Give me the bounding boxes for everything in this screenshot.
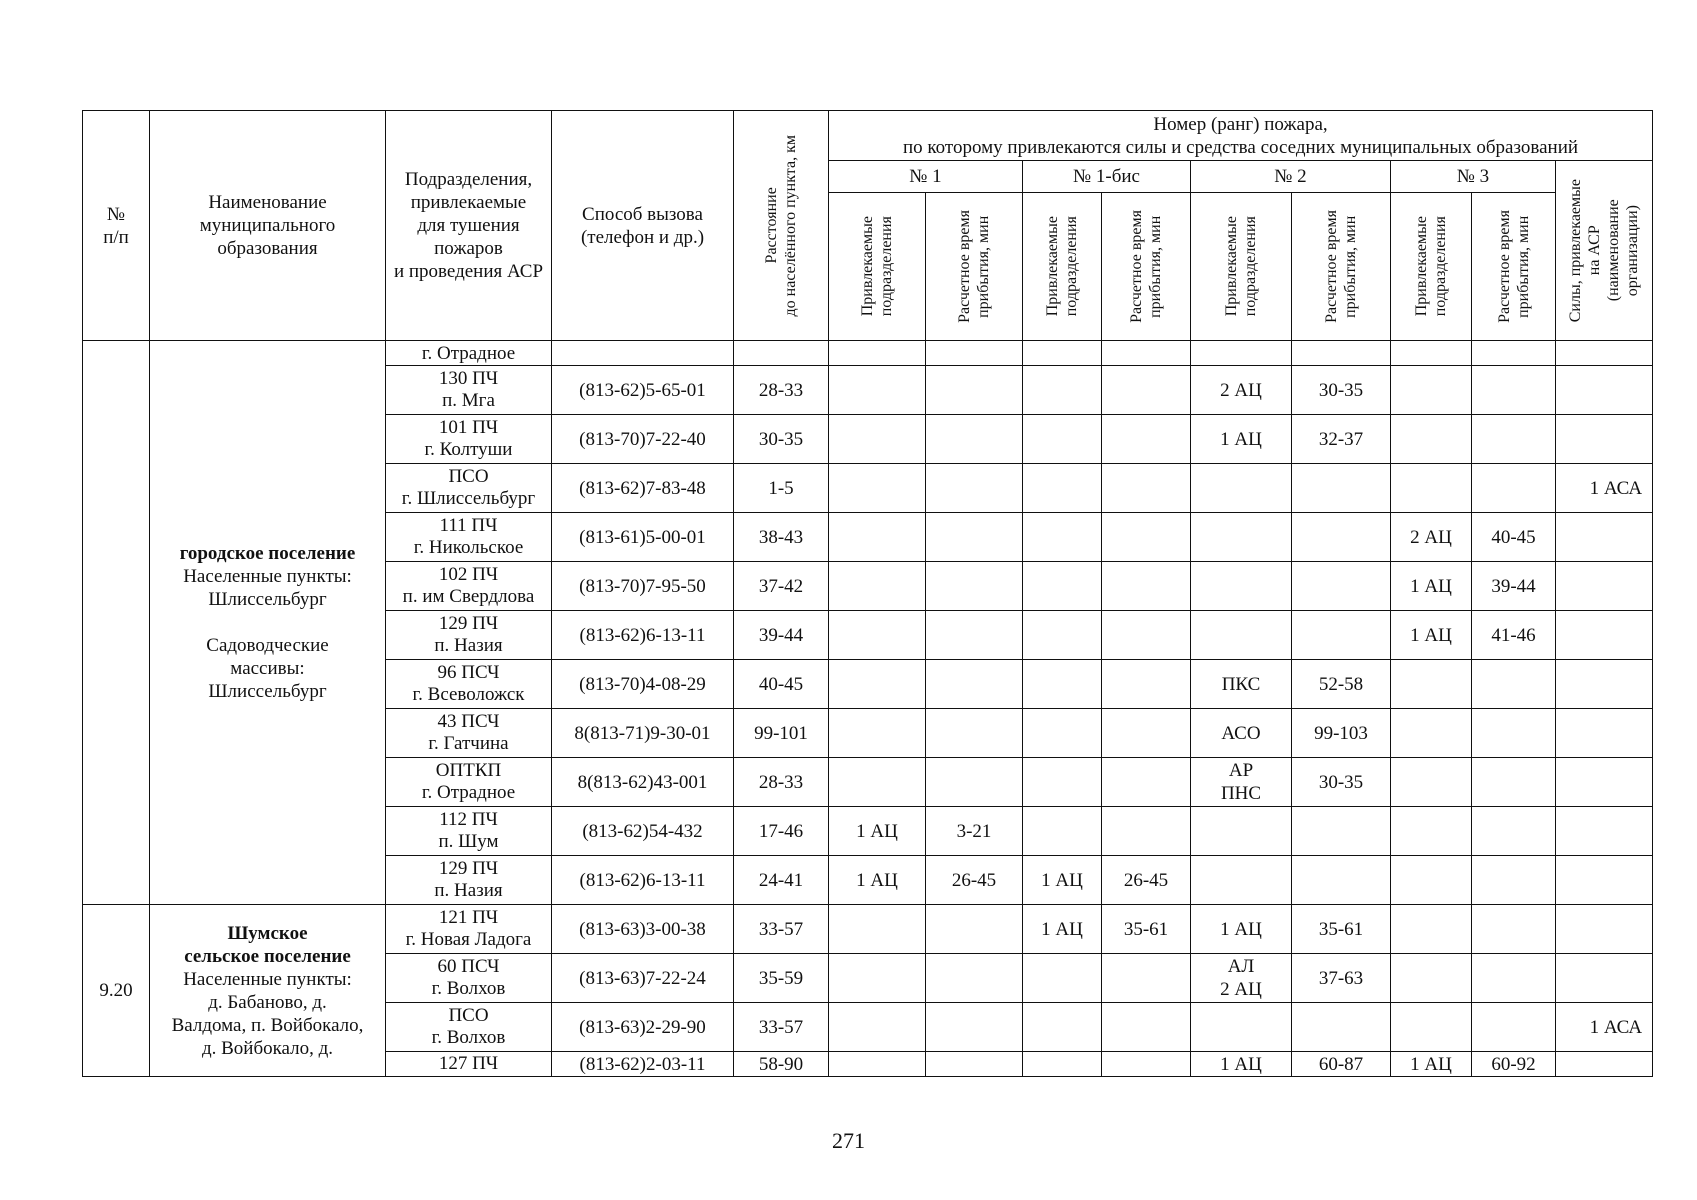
- rank1bis-time-cell: [1102, 660, 1191, 709]
- asr-forces-cell: 1 АСА: [1556, 464, 1653, 513]
- rank1bis-units-cell: [1023, 562, 1102, 611]
- unit-cell: 96 ПСЧ г. Всеволожск: [386, 660, 552, 709]
- header-call-method: Способ вызова (телефон и др.): [552, 111, 734, 341]
- rank3-units-cell: [1391, 366, 1472, 415]
- municipality-name: [150, 341, 386, 905]
- row-number: [83, 341, 150, 905]
- rank1bis-time-cell: [1102, 1003, 1191, 1052]
- table-row: [83, 905, 1653, 954]
- rank3-time-cell: [1472, 1003, 1556, 1052]
- municipality-settlements: Населенные пункты: Шлиссельбург Садоводческие массивы: Шлиссельбург: [183, 566, 352, 702]
- rank2-units-cell: ПКС: [1191, 660, 1292, 709]
- asr-forces-cell: [1556, 415, 1653, 464]
- distance-cell: 37-42: [734, 562, 829, 611]
- rank2-units-cell: [1191, 611, 1292, 660]
- rank1bis-time-cell: [1102, 954, 1191, 1003]
- empty-cell: [1472, 341, 1556, 366]
- fire-response-table: [82, 110, 1653, 1077]
- rank2-units-cell: [1191, 464, 1292, 513]
- rank2-time-cell: [1292, 807, 1391, 856]
- header-rank1-time: [926, 193, 1023, 341]
- rank3-units-cell: 1 АЦ: [1391, 1052, 1472, 1077]
- asr-forces-cell: [1556, 1052, 1653, 1077]
- header-rank-3: № 3: [1391, 161, 1556, 193]
- distance-cell: 58-90: [734, 1052, 829, 1077]
- unit-cell: г. Отрадное: [386, 341, 552, 366]
- header-units: Подразделения, привлекаемые для тушения пожаров и проведения АСР: [386, 111, 552, 341]
- rank1-time-cell: [926, 660, 1023, 709]
- rank2-time-cell: 32-37: [1292, 415, 1391, 464]
- rank3-units-cell: [1391, 954, 1472, 1003]
- phone-cell: (813-62)7-83-48: [552, 464, 734, 513]
- rank1bis-time-cell: [1102, 758, 1191, 807]
- rank2-units-cell: [1191, 807, 1292, 856]
- rank1-time-cell: [926, 415, 1023, 464]
- asr-forces-cell: [1556, 954, 1653, 1003]
- phone-cell: (813-70)7-22-40: [552, 415, 734, 464]
- rank1-time-cell: [926, 562, 1023, 611]
- distance-cell: 28-33: [734, 758, 829, 807]
- header-rank-2: № 2: [1191, 161, 1391, 193]
- rank1-time-cell: [926, 513, 1023, 562]
- document-sheet: [82, 110, 1652, 1077]
- municipality-title: городское поселение: [179, 543, 356, 564]
- asr-forces-cell: [1556, 709, 1653, 758]
- asr-forces-cell: [1556, 611, 1653, 660]
- rank1bis-units-cell: [1023, 1003, 1102, 1052]
- header-distance: [734, 111, 829, 341]
- rank1bis-units-cell: [1023, 709, 1102, 758]
- unit-cell: ОПТКП г. Отрадное: [386, 758, 552, 807]
- distance-cell: 17-46: [734, 807, 829, 856]
- rank2-time-cell: 35-61: [1292, 905, 1391, 954]
- rank2-units-cell: 1 АЦ: [1191, 1052, 1292, 1077]
- header-distance-label: Расстояние до населённого пункта, км: [763, 134, 799, 317]
- header-rank1-time-label: Расчетное время прибытия, мин: [956, 210, 992, 323]
- rank1bis-time-cell: [1102, 807, 1191, 856]
- rank2-units-cell: [1191, 856, 1292, 905]
- rank1-units-cell: [829, 1052, 926, 1077]
- asr-forces-cell: [1556, 513, 1653, 562]
- rank2-time-cell: 37-63: [1292, 954, 1391, 1003]
- rank1-time-cell: [926, 464, 1023, 513]
- unit-cell: 43 ПСЧ г. Гатчина: [386, 709, 552, 758]
- header-rank2-units-label: Привлекаемые подразделения: [1223, 216, 1259, 317]
- asr-forces-cell: [1556, 905, 1653, 954]
- municipality-settlements: Населенные пункты: д. Бабаново, д. Валдома, п. Войбокало, д. Войбокало, д.: [171, 968, 364, 1059]
- asr-forces-cell: [1556, 807, 1653, 856]
- table-row: [83, 341, 1653, 366]
- empty-cell: [1191, 341, 1292, 366]
- header-rank2-time: [1292, 193, 1391, 341]
- unit-cell: ПСО г. Шлиссельбург: [386, 464, 552, 513]
- rank3-time-cell: [1472, 856, 1556, 905]
- asr-forces-cell: [1556, 856, 1653, 905]
- rank1-units-cell: [829, 464, 926, 513]
- unit-cell: 129 ПЧ п. Назия: [386, 856, 552, 905]
- distance-cell: 35-59: [734, 954, 829, 1003]
- distance-cell: 24-41: [734, 856, 829, 905]
- rank3-units-cell: [1391, 709, 1472, 758]
- phone-cell: (813-63)3-00-38: [552, 905, 734, 954]
- rank1-units-cell: [829, 366, 926, 415]
- header-rank3-time-label: Расчетное время прибытия, мин: [1495, 210, 1532, 323]
- rank2-time-cell: 52-58: [1292, 660, 1391, 709]
- phone-cell: (813-70)7-95-50: [552, 562, 734, 611]
- rank3-time-cell: [1472, 954, 1556, 1003]
- rank2-units-cell: [1191, 562, 1292, 611]
- rank2-time-cell: [1292, 856, 1391, 905]
- rank1-time-cell: [926, 611, 1023, 660]
- rank3-units-cell: [1391, 464, 1472, 513]
- empty-cell: [1023, 341, 1102, 366]
- rank2-time-cell: [1292, 464, 1391, 513]
- rank1bis-time-cell: [1102, 1052, 1191, 1077]
- rank1bis-time-cell: 26-45: [1102, 856, 1191, 905]
- rank1bis-time-cell: [1102, 513, 1191, 562]
- phone-cell: 8(813-71)9-30-01: [552, 709, 734, 758]
- rank1bis-time-cell: [1102, 464, 1191, 513]
- header-asr-forces: [1556, 161, 1653, 341]
- rank1bis-units-cell: 1 АЦ: [1023, 856, 1102, 905]
- asr-forces-cell: [1556, 660, 1653, 709]
- header-rank3-units: [1391, 193, 1472, 341]
- rank1-units-cell: [829, 709, 926, 758]
- rank1bis-units-cell: [1023, 611, 1102, 660]
- phone-cell: (813-62)6-13-11: [552, 856, 734, 905]
- empty-cell: [734, 341, 829, 366]
- rank1bis-units-cell: [1023, 366, 1102, 415]
- rank3-units-cell: 2 АЦ: [1391, 513, 1472, 562]
- header-rank3-time: [1472, 193, 1556, 341]
- rank2-units-cell: АЛ 2 АЦ: [1191, 954, 1292, 1003]
- rank1-units-cell: [829, 562, 926, 611]
- rank1bis-units-cell: [1023, 1052, 1102, 1077]
- header-rank1bis-units: [1023, 193, 1102, 341]
- rank3-time-cell: 40-45: [1472, 513, 1556, 562]
- rank3-time-cell: 41-46: [1472, 611, 1556, 660]
- phone-cell: (813-62)5-65-01: [552, 366, 734, 415]
- rank3-time-cell: [1472, 660, 1556, 709]
- rank1-time-cell: [926, 1003, 1023, 1052]
- rank3-units-cell: [1391, 1003, 1472, 1052]
- empty-cell: [1391, 341, 1472, 366]
- rank1-units-cell: [829, 758, 926, 807]
- rank1bis-units-cell: [1023, 513, 1102, 562]
- rank1-time-cell: [926, 905, 1023, 954]
- header-num: № п/п: [83, 111, 150, 341]
- rank2-units-cell: АР ПНС: [1191, 758, 1292, 807]
- header-rank2-units: [1191, 193, 1292, 341]
- rank1bis-units-cell: [1023, 954, 1102, 1003]
- phone-cell: (813-63)2-29-90: [552, 1003, 734, 1052]
- rank1-units-cell: [829, 905, 926, 954]
- asr-forces-cell: [1556, 758, 1653, 807]
- phone-cell: (813-62)2-03-11: [552, 1052, 734, 1077]
- rank1bis-units-cell: 1 АЦ: [1023, 905, 1102, 954]
- rank2-time-cell: 30-35: [1292, 366, 1391, 415]
- rank1bis-time-cell: [1102, 366, 1191, 415]
- header-rank1bis-time: [1102, 193, 1191, 341]
- distance-cell: 33-57: [734, 1003, 829, 1052]
- rank1-time-cell: 26-45: [926, 856, 1023, 905]
- rank3-time-cell: 60-92: [1472, 1052, 1556, 1077]
- unit-cell: 130 ПЧ п. Мга: [386, 366, 552, 415]
- rank3-time-cell: [1472, 709, 1556, 758]
- rank3-units-cell: [1391, 905, 1472, 954]
- rank2-time-cell: [1292, 562, 1391, 611]
- unit-cell: 111 ПЧ г. Никольское: [386, 513, 552, 562]
- distance-cell: 40-45: [734, 660, 829, 709]
- empty-cell: [926, 341, 1023, 366]
- rank3-time-cell: [1472, 807, 1556, 856]
- empty-cell: [829, 341, 926, 366]
- unit-cell: 60 ПСЧ г. Волхов: [386, 954, 552, 1003]
- unit-cell: ПСО г. Волхов: [386, 1003, 552, 1052]
- rank3-time-cell: [1472, 366, 1556, 415]
- rank3-units-cell: 1 АЦ: [1391, 611, 1472, 660]
- distance-cell: 30-35: [734, 415, 829, 464]
- rank1-units-cell: 1 АЦ: [829, 807, 926, 856]
- rank3-units-cell: [1391, 415, 1472, 464]
- distance-cell: 1-5: [734, 464, 829, 513]
- distance-cell: 33-57: [734, 905, 829, 954]
- rank3-time-cell: [1472, 905, 1556, 954]
- rank1-units-cell: [829, 415, 926, 464]
- asr-forces-cell: 1 АСА: [1556, 1003, 1653, 1052]
- phone-cell: (813-63)7-22-24: [552, 954, 734, 1003]
- unit-cell: 101 ПЧ г. Колтуши: [386, 415, 552, 464]
- rank2-time-cell: 30-35: [1292, 758, 1391, 807]
- rank3-units-cell: [1391, 758, 1472, 807]
- rank1bis-units-cell: [1023, 415, 1102, 464]
- rank1bis-time-cell: [1102, 562, 1191, 611]
- municipality-name: [150, 905, 386, 1077]
- rank1-units-cell: [829, 513, 926, 562]
- rank2-time-cell: 60-87: [1292, 1052, 1391, 1077]
- rank2-units-cell: [1191, 513, 1292, 562]
- rank1-time-cell: [926, 758, 1023, 807]
- rank2-units-cell: [1191, 1003, 1292, 1052]
- rank1-units-cell: [829, 954, 926, 1003]
- rank3-units-cell: [1391, 660, 1472, 709]
- phone-cell: 8(813-62)43-001: [552, 758, 734, 807]
- rank1-units-cell: [829, 660, 926, 709]
- rank2-units-cell: 1 АЦ: [1191, 905, 1292, 954]
- rank3-time-cell: [1472, 464, 1556, 513]
- header-asr-forces-label: Силы, привлекаемые на АСР (наименование организации): [1567, 178, 1642, 323]
- distance-cell: 28-33: [734, 366, 829, 415]
- header-rank-1bis: № 1-бис: [1023, 161, 1191, 193]
- unit-cell: 112 ПЧ п. Шум: [386, 807, 552, 856]
- rank3-time-cell: 39-44: [1472, 562, 1556, 611]
- header-rank1-units: [829, 193, 926, 341]
- unit-cell: 127 ПЧ: [386, 1052, 552, 1077]
- rank1-units-cell: 1 АЦ: [829, 856, 926, 905]
- rank2-time-cell: [1292, 1003, 1391, 1052]
- rank1bis-units-cell: [1023, 807, 1102, 856]
- rank1-time-cell: 3-21: [926, 807, 1023, 856]
- empty-cell: [1556, 341, 1653, 366]
- header-rank1bis-time-label: Расчетное время прибытия, мин: [1128, 210, 1164, 323]
- header-rank-title: Номер (ранг) пожара, по которому привлекаются силы и средства соседних муниципальных образований: [829, 111, 1653, 161]
- phone-cell: (813-70)4-08-29: [552, 660, 734, 709]
- rank3-units-cell: [1391, 807, 1472, 856]
- rank1bis-units-cell: [1023, 758, 1102, 807]
- distance-cell: 38-43: [734, 513, 829, 562]
- asr-forces-cell: [1556, 366, 1653, 415]
- unit-cell: 102 ПЧ п. им Свердлова: [386, 562, 552, 611]
- rank2-time-cell: [1292, 611, 1391, 660]
- phone-cell: (813-62)54-432: [552, 807, 734, 856]
- empty-cell: [552, 341, 734, 366]
- rank1-time-cell: [926, 1052, 1023, 1077]
- rank1-time-cell: [926, 954, 1023, 1003]
- rank1-units-cell: [829, 611, 926, 660]
- header-rank1bis-units-label: Привлекаемые подразделения: [1044, 216, 1080, 317]
- unit-cell: 121 ПЧ г. Новая Ладога: [386, 905, 552, 954]
- rank1bis-units-cell: [1023, 464, 1102, 513]
- rank1bis-units-cell: [1023, 660, 1102, 709]
- header-rank-1: № 1: [829, 161, 1023, 193]
- rank1bis-time-cell: [1102, 415, 1191, 464]
- empty-cell: [1102, 341, 1191, 366]
- header-municipality: Наименование муниципального образования: [150, 111, 386, 341]
- header-rank2-time-label: Расчетное время прибытия, мин: [1323, 210, 1359, 323]
- distance-cell: 99-101: [734, 709, 829, 758]
- rank1-time-cell: [926, 709, 1023, 758]
- row-number: 9.20: [83, 905, 150, 1077]
- rank1-time-cell: [926, 366, 1023, 415]
- header-rank3-units-label: Привлекаемые подразделения: [1413, 216, 1449, 317]
- distance-cell: 39-44: [734, 611, 829, 660]
- rank3-time-cell: [1472, 415, 1556, 464]
- rank1bis-time-cell: [1102, 709, 1191, 758]
- rank3-time-cell: [1472, 758, 1556, 807]
- table-body: [83, 341, 1653, 1077]
- rank2-units-cell: АСО: [1191, 709, 1292, 758]
- rank2-units-cell: 1 АЦ: [1191, 415, 1292, 464]
- rank3-units-cell: [1391, 856, 1472, 905]
- rank1bis-time-cell: 35-61: [1102, 905, 1191, 954]
- page-number: 271: [832, 1128, 865, 1153]
- asr-forces-cell: [1556, 562, 1653, 611]
- phone-cell: (813-61)5-00-01: [552, 513, 734, 562]
- rank3-units-cell: 1 АЦ: [1391, 562, 1472, 611]
- header-rank1-units-label: Привлекаемые подразделения: [859, 216, 895, 317]
- rank2-units-cell: 2 АЦ: [1191, 366, 1292, 415]
- phone-cell: (813-62)6-13-11: [552, 611, 734, 660]
- rank1-units-cell: [829, 1003, 926, 1052]
- rank2-time-cell: [1292, 513, 1391, 562]
- empty-cell: [1292, 341, 1391, 366]
- municipality-title: Шумское сельское поселение: [184, 922, 351, 967]
- rank2-time-cell: 99-103: [1292, 709, 1391, 758]
- rank1bis-time-cell: [1102, 611, 1191, 660]
- unit-cell: 129 ПЧ п. Назия: [386, 611, 552, 660]
